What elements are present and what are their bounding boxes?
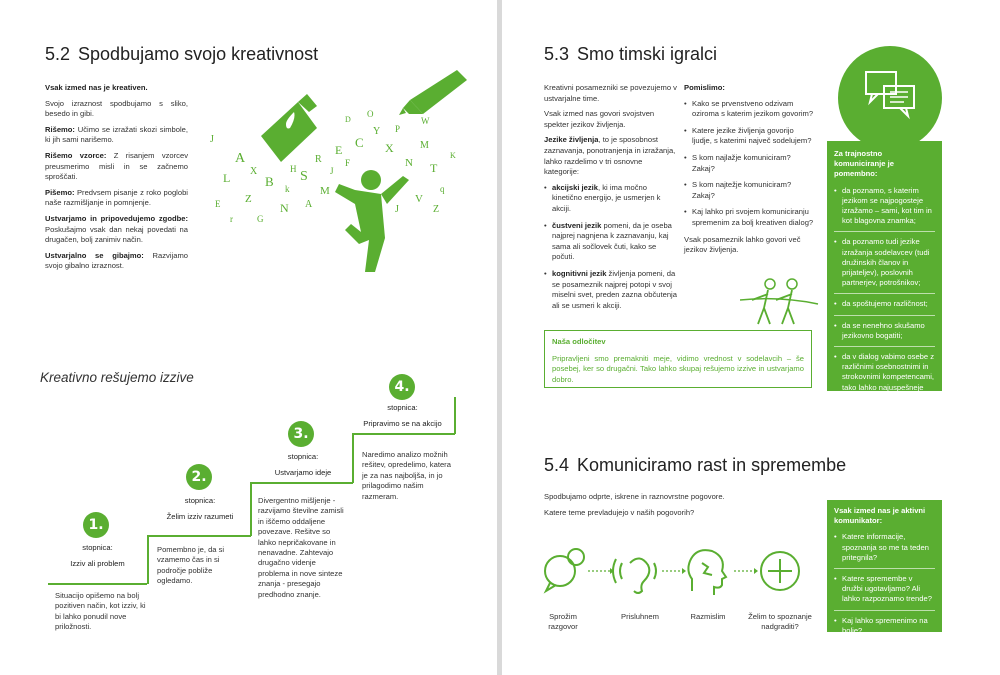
svg-text:E: E [215,199,221,209]
svg-text:A: A [305,199,313,210]
sidebar-item: • Kaj lahko spremenimo na bolje? [834,616,935,642]
step-number-2: 2. [186,464,212,490]
item-text: Poskušajmo vsak dan nekaj povedati na drugačen, bolj zanimiv način. [45,224,188,245]
svg-text:A: A [235,151,246,166]
col1-para-2: Vsak izmed nas govori svojstven spekter jezikov življenja. [544,109,655,129]
team-col-1 [544,83,679,317]
item-term: Ustvarjalno se gibajmo: [45,250,144,260]
svg-text:Z: Z [245,193,252,205]
step-title: Ustvarjamo ideje [274,468,332,477]
col1-bold-term: Jezike življenja [544,135,599,145]
step-desc-1: Situacijo opišemo na bolj pozitiven način, kot izziv, ki bi lahko ponudil nove priložnosti. [55,591,146,632]
language-item [544,269,679,311]
step-word: stopnica: [184,496,216,505]
svg-text:B: B [265,174,274,189]
creativity-text-column [45,83,188,277]
sidebar-heading: Vsak izmed nas je aktivni komunikator: [834,506,926,526]
svg-text:K: K [450,151,456,160]
left-page [0,0,497,675]
svg-text:F: F [345,158,351,168]
language-item [544,221,679,263]
languages-list [544,183,679,312]
s4-text-2: Katere teme prevladujejo v naših pogovorih? [544,507,695,517]
step-number-3: 3. [288,421,314,447]
s4-text-1: Spodbujamo odprte, iskrene in raznovrstne pogovore. [544,492,725,501]
paint-tube-icon [261,94,317,162]
svg-text:E: E [335,143,343,157]
item-text: Učimo se izražati skozi simbole, ki jih sami narišemo. [45,124,188,145]
item-patterns [45,151,188,183]
sidebar-item: • Katere informacije, spoznanja so me ta teden pritegnila? [834,532,935,569]
consider-item: • S kom najtežje komuniciram? Zakaj? [684,180,814,201]
svg-text:W: W [421,116,430,126]
item-term: Rišemo: [45,124,75,134]
step-label-3 [258,452,348,478]
svg-text:T: T [430,161,438,175]
svg-text:X: X [385,141,394,155]
step-word: stopnica: [387,403,418,412]
svg-text:R: R [315,154,322,165]
consider-footer: Vsak posameznik lahko govori več jezikov življenja. [684,234,801,255]
step-title: Pripravimo se na akcijo [363,419,442,428]
decision-heading: Naša odločitev [552,337,606,346]
sidebar-footer: Nova spoznanja komuniciramo. [834,647,889,667]
svg-text:H: H [290,164,297,174]
svg-text:M: M [320,185,330,197]
stair-riser-4 [454,397,456,434]
svg-text:M: M [420,140,429,151]
svg-text:r: r [230,214,233,224]
consider-item: • Katere jezike življenja govorijo ljudje, s katerimi največ sodelujem? [684,126,814,147]
dialogue-circle [838,46,942,150]
language-term: kognitivni jezik [552,268,607,278]
arrow-icon [734,568,758,574]
section-number: 5.2 [45,44,71,64]
step-number-4: 4. [389,374,415,400]
item-term: Rišemo vzorce: [45,150,107,160]
svg-text:q: q [440,184,445,194]
item-term: Pišemo: [45,187,75,197]
s4-intro [544,492,814,523]
svg-text:S: S [300,169,308,184]
plus-circle-icon [761,552,799,590]
section-heading-5-3 [544,44,717,65]
stair-tread-3 [250,482,353,484]
item-term: Ustvarjamo in pripovedujemo zgodbe: [45,213,188,223]
svg-text:P: P [395,124,401,134]
svg-text:L: L [223,171,231,185]
sidebar-item: • Katere spremembe v družbi ugotavljamo? Ali lahko razpoznamo trende? [834,574,935,611]
stairs-title: Kreativno rešujemo izzive [40,370,194,385]
step-desc-4: Naredimo analizo možnih rešitev, opredelimo, katera je za nas najboljša, in jo prilagodimo našim razmeram. [362,450,451,501]
creativity-illustration [195,62,475,282]
intro-bold: Vsak izmed nas je kreativen. [45,83,148,92]
sustainable-comm-sidebar [827,141,942,402]
svg-text:Z: Z [433,204,440,215]
step-title: Želim izziv razumeti [166,512,234,521]
svg-text:Y: Y [373,126,381,137]
sidebar-item: • da poznamo, s katerim jezikom se najpogosteje izražamo – sami, kot tim in kot blagovna znamka; [834,186,935,233]
consider-item: • Kaj lahko pri svojem komuniciranju spremenim za bolj kreativen dialog? [684,207,814,228]
svg-text:O: O [367,109,374,119]
jumping-person-icon [335,170,409,272]
language-term: akcijski jezik [552,182,599,192]
arrow-icon [588,568,614,574]
active-communicator-sidebar [827,500,942,667]
stair-tread-1 [48,583,147,585]
section-title: Spodbujamo svojo kreativnost [78,44,319,64]
language-text: , ki ima močno kinetično energijo, je usmerjen k akciji. [552,182,661,213]
speech-bubbles-icon [545,549,584,591]
item-text: Predvsem pisanje z roko poglobi naše razmišljanje in pomnjenje. [45,187,188,208]
flow-label-think: Razmislim [690,612,726,621]
consider-list [684,99,814,229]
svg-text:D: D [345,115,351,124]
stair-riser-3 [352,433,354,483]
sidebar-item: • da v dialog vabimo osebe z različnimi osebnostnimi in strokovnimi kompetencami, tako lahko najuspešneje sokreiramo in soinoviramo. [834,352,935,408]
section-heading-5-4 [544,455,846,476]
item-drawing [45,125,188,146]
svg-text:V: V [415,193,423,205]
stair-tread-2 [147,535,251,537]
intro-text: Svojo izraznost spodbujamo s sliko, besedo in gibi. [45,98,188,119]
thinking-head-icon [688,550,726,595]
step-label-2 [155,496,245,522]
svg-text:J: J [210,134,214,145]
consider-item: • S kom najlažje komuniciram? Zakaj? [684,153,814,174]
step-word: stopnica: [287,452,319,461]
decision-text: Pripravljeni smo premakniti meje, vidimo vrednost v sodelavcih – še posebej, ker so drugačni. Tako lahko skupaj rešujemo izzive in ustvarjamo dobro. [552,353,804,384]
chat-bubbles-icon [838,46,942,150]
stair-tread-4 [352,433,455,435]
svg-text:k: k [285,184,290,194]
sidebar-item: • da poznamo tudi jezike izražanja sodelavcev (tudi družinskih članov in prijateljev), poslovnih partnerjev, potrošnikov; [834,237,935,294]
svg-text:J: J [330,166,334,176]
col1-para-1: Kreativni posamezniki se povezujemo v ustvarjalne time. [544,83,677,103]
step-word: stopnica: [82,543,113,552]
svg-text:X: X [250,166,258,177]
col1-rest: , to je sposobnost zaznavanja, ponotranjenja in izražanja, lahko razdelimo v tri osnovne kategorije: [544,135,676,177]
step-desc-2: Pomembno je, da si vzamemo čas in si področje pobliže ogledamo. [157,545,225,586]
item-text: Z risanjem vzorcev preusmerimo misli in se začnemo sproščati. [45,150,188,182]
flow-label-upgrade: Želim to spoznanje nadgraditi? [748,612,812,632]
communication-flow [542,545,812,597]
item-movement [45,251,188,272]
section-title: Smo timski igralci [577,44,718,64]
consider-item: • Kako se prvenstveno odzivam oziroma s katerim jezikom govorim? [684,99,814,120]
section-title: Komuniciramo rast in spremembe [577,455,847,475]
sidebar-heading: Za trajnostno komuniciranje je pomembno: [834,149,894,179]
section-number: 5.4 [544,455,570,475]
stair-riser-2 [250,482,252,536]
step-label-4 [355,403,450,429]
marker-pen-icon [399,70,467,115]
step-desc-3: Divergentno mišljenje - razvijamo številne zamisli in iščemo oddaljene povezave. Rešitve so lahko nepričakovane in nenavadne. Zahtevajo drugačno videnje problema in nove sinteze znanja - presegajo predhodno znanje. [258,496,344,599]
language-text: življenja pomeni, da se posameznik najprej potopi v svoj miselni svet, preden zazna občutenja ali se usmeri k akciji. [552,268,677,310]
step-title: Izziv ali problem [70,559,125,568]
team-col-2 [684,83,814,261]
sidebar-item: • da spoštujemo različnost; [834,299,935,315]
svg-text:C: C [355,135,364,150]
sidebar-item: • da se nenehno skušamo jezikovno bogatiti; [834,321,935,347]
flow-label-start: Sprožim razgovor [548,612,578,632]
teamwork-rope-icon [740,276,820,328]
language-item [544,183,679,215]
consider-heading: Pomislimo: [684,83,725,92]
svg-text:J: J [395,204,399,215]
flow-label-listen: Prisluhnem [621,612,659,621]
language-term: čustveni jezik [552,220,602,230]
listening-ear-icon [613,558,656,593]
step-label-1 [55,543,140,569]
stair-riser-1 [147,535,149,584]
col1-para-3 [544,135,679,177]
section-number: 5.3 [544,44,570,64]
svg-text:G: G [257,214,264,224]
right-page [502,0,1000,675]
item-text: Razvijamo svojo gibalno izraznost. [45,250,188,271]
flying-letters-decoration [210,109,456,224]
language-text: pomeni, da je oseba najprej nagnjena k zaznavanju, kaj sama ali sočlovek čuti, kako se počuti. [552,220,672,262]
arrow-icon [662,568,686,574]
item-writing [45,188,188,209]
svg-text:N: N [405,157,413,169]
item-stories [45,214,188,246]
step-number-1: 1. [83,512,109,538]
svg-text:N: N [280,201,289,215]
decision-box [544,330,812,388]
